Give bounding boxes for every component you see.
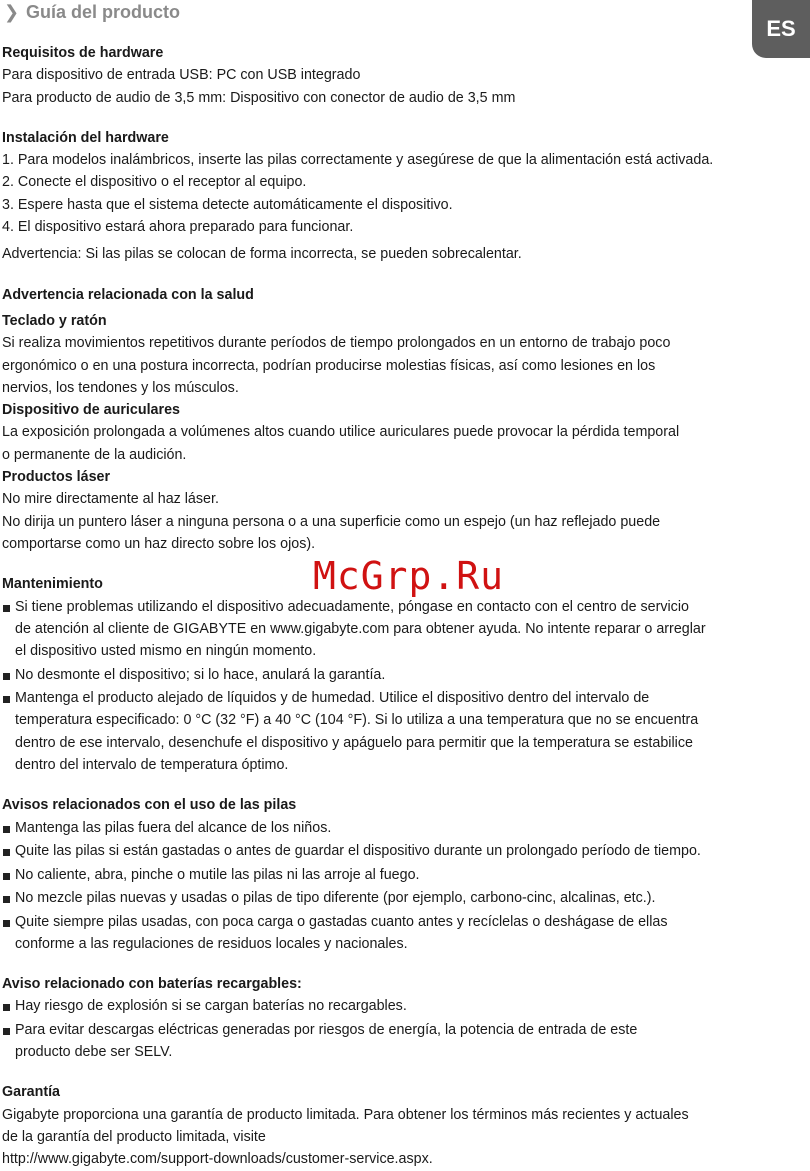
step-1: 1. Para modelos inalámbricos, inserte las pilas correctamente y asegúrese de que la alimentación está activada. bbox=[2, 152, 714, 169]
text-line: Para evitar descargas eléctricas generadas por riesgos de energía, la potencia de entrada de este bbox=[15, 1021, 638, 1038]
step-4: 4. El dispositivo estará ahora preparado para funcionar. bbox=[2, 219, 354, 236]
text-line: ergonómico o en una postura incorrecta, podrían producirse molestias físicas, así como lesiones en los bbox=[2, 357, 656, 374]
text-line: Para producto de audio de 3,5 mm: Dispositivo con conector de audio de 3,5 mm bbox=[2, 89, 516, 106]
language-tab: ES bbox=[752, 0, 810, 58]
text-line: No dirija un puntero láser a ninguna persona o a una superficie como un espejo (un haz reflejado puede bbox=[2, 513, 661, 530]
text-line: comportarse como un haz directo sobre los ojos). bbox=[2, 535, 316, 552]
step-3: 3. Espere hasta que el sistema detecte automáticamente el dispositivo. bbox=[2, 196, 453, 213]
section-warranty bbox=[2, 1081, 802, 1170]
text-line: No caliente, abra, pinche o mutile las pilas ni las arroje al fuego. bbox=[15, 866, 420, 883]
text-line: temperatura especificado: 0 °C (32 °F) a 40 °C (104 °F). Si lo utiliza a una temperatura que no se encuentra bbox=[15, 712, 699, 729]
list-item bbox=[2, 596, 802, 663]
install-warning: Advertencia: Si las pilas se colocan de forma incorrecta, se pueden sobrecalentar. bbox=[2, 246, 522, 263]
list-item bbox=[2, 687, 802, 776]
text-line: dentro del intervalo de temperatura óptimo. bbox=[15, 756, 289, 773]
section-title: Advertencia relacionada con la salud bbox=[2, 286, 254, 303]
page-title: Guía del producto bbox=[26, 2, 181, 22]
text-line: Quite las pilas si están gastadas o antes de guardar el dispositivo durante un prolongado período de tiempo. bbox=[15, 843, 701, 860]
list-item bbox=[2, 911, 802, 956]
rechargeable-list bbox=[2, 995, 802, 1063]
text-line: Si realiza movimientos repetitivos durante períodos de tiempo prolongados en un entorno de trabajo poco bbox=[2, 335, 671, 352]
subsection-title-headphones: Dispositivo de auriculares bbox=[2, 402, 180, 419]
subsection-title-keyboard: Teclado y ratón bbox=[2, 312, 107, 329]
section-rechargeable bbox=[2, 973, 802, 1063]
text-line: nervios, los tendones y los músculos. bbox=[2, 379, 239, 396]
text-line: La exposición prolongada a volúmenes altos cuando utilice auriculares puede provocar la pérdida temporal bbox=[2, 424, 680, 441]
text-line: No mezcle pilas nuevas y usadas o pilas de tipo diferente (por ejemplo, carbono-cinc, alcalinas, etc.). bbox=[15, 890, 656, 907]
list-item bbox=[2, 995, 802, 1017]
text-line: producto debe ser SELV. bbox=[15, 1044, 173, 1061]
chevron-right-icon: ❯ bbox=[4, 2, 20, 22]
section-title: Avisos relacionados con el uso de las pilas bbox=[2, 797, 297, 814]
text-line: Quite siempre pilas usadas, con poca carga o gastadas cuanto antes y recíclelas o deshágase de ellas bbox=[15, 913, 668, 930]
list-item bbox=[2, 864, 802, 886]
text-line: Para dispositivo de entrada USB: PC con USB integrado bbox=[2, 67, 361, 84]
list-item bbox=[2, 1019, 802, 1064]
text-line: Gigabyte proporciona una garantía de producto limitada. Para obtener los términos más recientes y actuales bbox=[2, 1106, 689, 1123]
battery-list bbox=[2, 817, 802, 956]
text-line: Mantenga las pilas fuera del alcance de los niños. bbox=[15, 819, 332, 836]
section-battery-notices bbox=[2, 794, 802, 955]
text-line: o permanente de la audición. bbox=[2, 446, 187, 463]
watermark: McGrp.Ru bbox=[313, 554, 505, 598]
section-title: Mantenimiento bbox=[2, 576, 103, 593]
section-maintenance bbox=[2, 573, 802, 776]
section-title: Garantía bbox=[2, 1084, 61, 1101]
maintenance-list bbox=[2, 596, 802, 777]
step-2: 2. Conecte el dispositivo o el receptor al equipo. bbox=[2, 174, 307, 191]
list-item bbox=[2, 887, 802, 909]
list-item bbox=[2, 817, 802, 839]
text-line: Mantenga el producto alejado de líquidos y de humedad. Utilice el dispositivo dentro del intervalo de bbox=[15, 690, 650, 707]
section-title: Aviso relacionado con baterías recargables: bbox=[2, 976, 302, 993]
text-line: No mire directamente al haz láser. bbox=[2, 491, 219, 508]
document-body bbox=[2, 42, 802, 1171]
text-line: Si tiene problemas utilizando el dispositivo adecuadamente, póngase en contacto con el centro de servicio bbox=[15, 598, 689, 615]
subsection-title-laser: Productos láser bbox=[2, 469, 111, 486]
text-line: conforme a las regulaciones de residuos locales y nacionales. bbox=[15, 935, 408, 952]
section-hardware-install bbox=[2, 127, 802, 266]
text-line: de la garantía del producto limitada, visite bbox=[2, 1129, 266, 1146]
list-item bbox=[2, 840, 802, 862]
page-header bbox=[4, 2, 180, 23]
text-line: Hay riesgo de explosión si se cargan baterías no recargables. bbox=[15, 998, 407, 1015]
section-health-warning bbox=[2, 284, 802, 556]
section-hardware-requirements bbox=[2, 42, 802, 109]
text-line: el dispositivo usted mismo en ningún momento. bbox=[15, 643, 317, 660]
support-url: http://www.gigabyte.com/support-downloads/customer-service.aspx. bbox=[2, 1151, 433, 1168]
list-item bbox=[2, 664, 802, 686]
text-line: No desmonte el dispositivo; si lo hace, anulará la garantía. bbox=[15, 666, 386, 683]
section-title: Instalación del hardware bbox=[2, 129, 169, 146]
text-line: de atención al cliente de GIGABYTE en www.gigabyte.com para obtener ayuda. No intente reparar o arreglar bbox=[15, 620, 706, 637]
section-title: Requisitos de hardware bbox=[2, 45, 164, 61]
text-line: dentro de ese intervalo, desenchufe el dispositivo y apáguelo para permitir que la temperatura se estabilice bbox=[15, 734, 693, 751]
